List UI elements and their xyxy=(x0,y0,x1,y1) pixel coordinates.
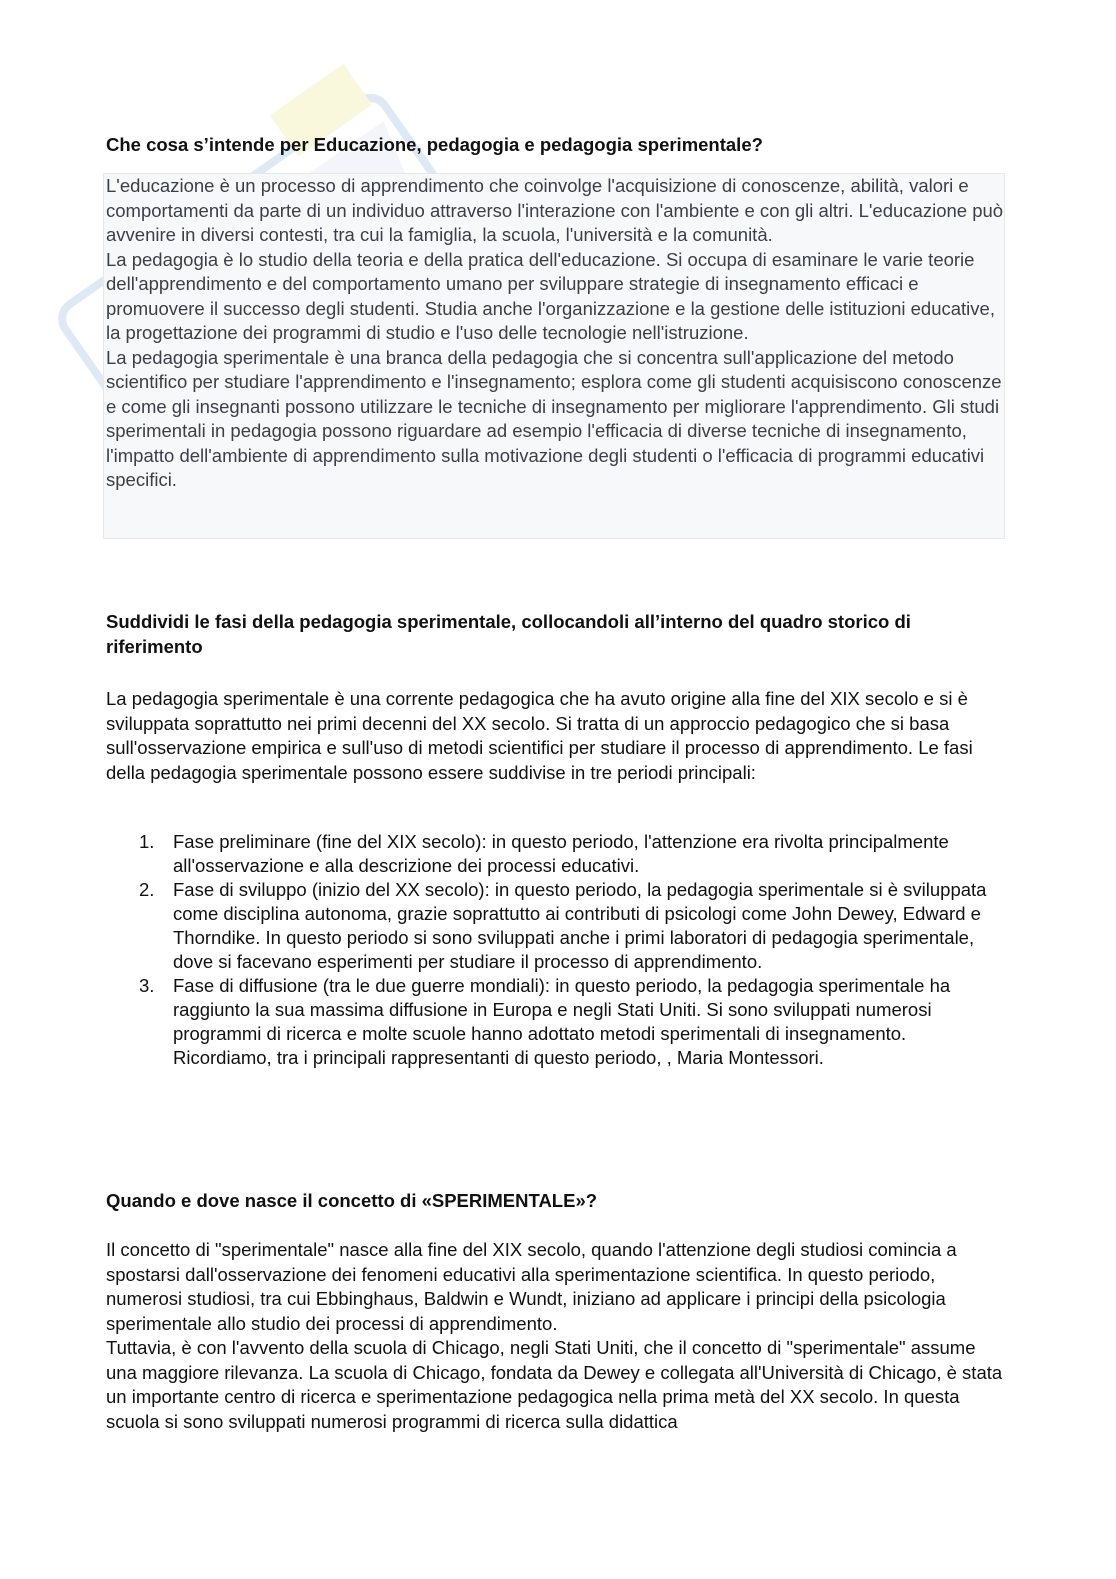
list-number: 1. xyxy=(139,831,155,852)
list-item xyxy=(106,878,1006,974)
definition-pedagogia: La pedagogia è lo studio della teoria e della pratica dell'educazione. Si occupa di esaminare le varie teorie dell'apprendimento e del comportamento umano per sviluppare strategie di insegnamento efficaci e promuovere il successo degli studenti. Studia anche l'organizzazione e la gestione delle istituzioni educative, la progettazione dei programmi di studio e l'uso delle tecnologie nell'istruzione. xyxy=(106,248,995,343)
section3-heading: Quando e dove nasce il concetto di «SPERIMENTALE»? xyxy=(106,1190,598,1211)
section1-heading: Che cosa s’intende per Educazione, pedagogia e pedagogia sperimentale? xyxy=(106,134,763,155)
list-item xyxy=(106,830,1006,878)
definition-pedagogia-sperimentale: La pedagogia sperimentale è una branca della pedagogia che si concentra sull'applicazione del metodo scientifico per studiare l'apprendimento e l'insegnamento; esplora come gli studenti acquisiscono conoscenze e come gli insegnanti possono utilizzare le tecniche di insegnamento per migliorare l'apprendimento. Gli studi sperimentali in pedagogia possono riguardare ad esempio l'efficacia di diverse tecniche di insegnamento, l'impatto dell'ambiente di apprendimento sulla motivazione degli studenti o l'efficacia di programmi educativi specifici. xyxy=(106,346,1002,490)
section2-intro: La pedagogia sperimentale è una corrente pedagogica che ha avuto origine alla fine del XIX secolo e si è sviluppata soprattutto nei primi decenni del XX secolo. Si tratta di un approccio pedagogico che si basa sull'osservazione empirica e sull'uso di metodi scientifici per studiare il processo di apprendimento. Le fasi della pedagogia sperimentale possono essere suddivise in tre periodi principali: xyxy=(106,688,973,783)
list-item xyxy=(106,974,1006,1070)
section3-paragraph-2: Tuttavia, è con l'avvento della scuola di Chicago, negli Stati Uniti, che il concetto di "sperimentale" assume una maggiore rilevanza. La scuola di Chicago, fondata da Dewey e collegata all'Università di Chicago, è stata un importante centro di ricerca e sperimentazione pedagogica nella prima metà del XX secolo. In questa scuola si sono sviluppati numerosi programmi di ricerca sulla didattica xyxy=(106,1337,1003,1432)
section2-heading: Suddividi le fasi della pedagogia sperimentale, collocandoli all’interno del quadro storico di riferimento xyxy=(106,611,911,657)
list-item-text: Fase di sviluppo (inizio del XX secolo): in questo periodo, la pedagogia sperimentale si è sviluppata come disciplina autonoma, grazie soprattutto ai contributi di psicologi come John Dewey, Edward e Thorndike. In questo periodo si sono sviluppati anche i primi laboratori di pedagogia sperimentale, dove si facevano esperimenti per studiare il processo di apprendimento. xyxy=(173,879,987,972)
highlighted-answer-box xyxy=(103,173,1005,539)
list-item-text: Fase di diffusione (tra le due guerre mondiali): in questo periodo, la pedagogia sperimentale ha raggiunto la sua massima diffusione in Europa e negli Stati Uniti. Si sono sviluppati numerosi programmi di ricerca e molte scuole hanno adottato metodi sperimentali di insegnamento. Ricordiamo, tra i principali rappresentanti di questo periodo, , Maria Montessori. xyxy=(173,975,951,1068)
list-number: 3. xyxy=(139,975,155,996)
definition-educazione: L'educazione è un processo di apprendimento che coinvolge l'acquisizione di conoscenze, abilità, valori e comportamenti da parte di un individuo attraverso l'interazione con l'ambiente e con gli altri. L'educazione può avvenire in diversi contesti, tra cui la famiglia, la scuola, l'università e la comunità. xyxy=(106,175,1004,245)
list-item-text: Fase preliminare (fine del XIX secolo): in questo periodo, l'attenzione era rivolta principalmente all'osservazione e alla descrizione dei processi educativi. xyxy=(173,831,949,876)
list-number: 2. xyxy=(139,879,155,900)
phases-list xyxy=(106,830,1006,1070)
section3-paragraph-1: Il concetto di "sperimentale" nasce alla fine del XIX secolo, quando l'attenzione degli studiosi comincia a spostarsi dall'osservazione dei fenomeni educativi alla sperimentazione scientifica. In questo periodo, numerosi studiosi, tra cui Ebbinghaus, Baldwin e Wundt, iniziano ad applicare i principi della psicologia sperimentale allo studio dei processi di apprendimento. xyxy=(106,1239,957,1334)
